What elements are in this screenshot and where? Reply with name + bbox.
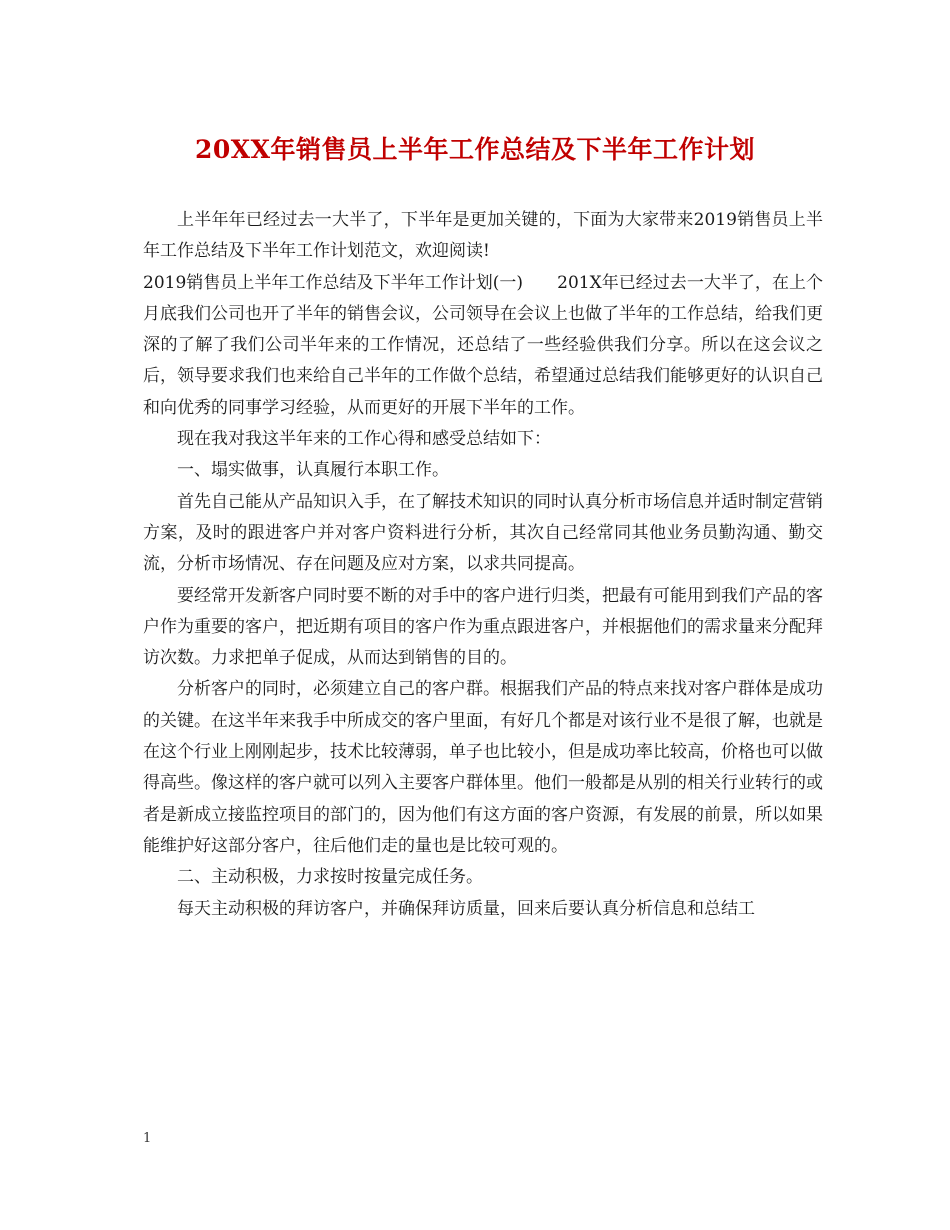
paragraph-daily-visits: 每天主动积极的拜访客户，并确保拜访质量，回来后要认真分析信息和总结工	[177, 898, 755, 919]
section-heading-one: 一、塌实做事，认真履行本职工作。	[177, 460, 449, 481]
document-body	[143, 205, 823, 925]
paragraph-product-knowledge: 首先自己能从产品知识入手，在了解技术知识的同时认真分析市场信息并适时制定营销方案，及时的跟进客户并对客户资料进行分析，其次自己经常同其他业务员勤沟通、勤交流，分析市场情况、存在问题及应对方案，以求共同提高。	[143, 491, 823, 575]
document-title: 20XX年销售员上半年工作总结及下半年工作计划	[194, 135, 756, 164]
page-number: 1	[143, 1131, 152, 1146]
section-heading-two: 二、主动积极，力求按时按量完成任务。	[177, 867, 483, 888]
paragraph-summary-lead: 现在我对我这半年来的工作心得和感受总结如下：	[177, 429, 551, 450]
paragraph-plan-one: 2019销售员上半年工作总结及下半年工作计划(一) 201X年已经过去一大半了，在上个月底我们公司也开了半年的销售会议，公司领导在会议上也做了半年的工作总结，给我们更深的了解了我们公司半年来的工作情况，还总结了一些经验供我们分享。所以在这会议之后，领导要求我们也来给自己半年的工作做个总结，希望通过总结我们能够更好的认识自己和向优秀的同事学习经验，从而更好的开展下半年的工作。	[143, 272, 823, 418]
paragraph-new-customers: 要经常开发新客户同时要不断的对手中的客户进行归类，把最有可能用到我们产品的客户作为重要的客户，把近期有项目的客户作为重点跟进客户，并根据他们的需求量来分配拜访次数。力求把单子促成，从而达到销售的目的。	[143, 585, 823, 669]
paragraph-intro: 上半年年已经过去一大半了，下半年是更加关键的，下面为大家带来2019销售员上半年工作总结及下半年工作计划范文，欢迎阅读!	[143, 210, 823, 262]
paragraph-customer-group: 分析客户的同时，必须建立自己的客户群。根据我们产品的特点来找对客户群体是成功的关键。在这半年来我手中所成交的客户里面，有好几个都是对该行业不是很了解，也就是在这个行业上刚刚起步，技术比较薄弱，单子也比较小，但是成功率比较高，价格也可以做得高些。像这样的客户就可以列入主要客户群体里。他们一般都是从别的相关行业转行的或者是新成立接监控项目的部门的，因为他们有这方面的客户资源，有发展的前景，所以如果能维护好这部分客户，往后他们走的量也是比较可观的。	[143, 679, 823, 856]
